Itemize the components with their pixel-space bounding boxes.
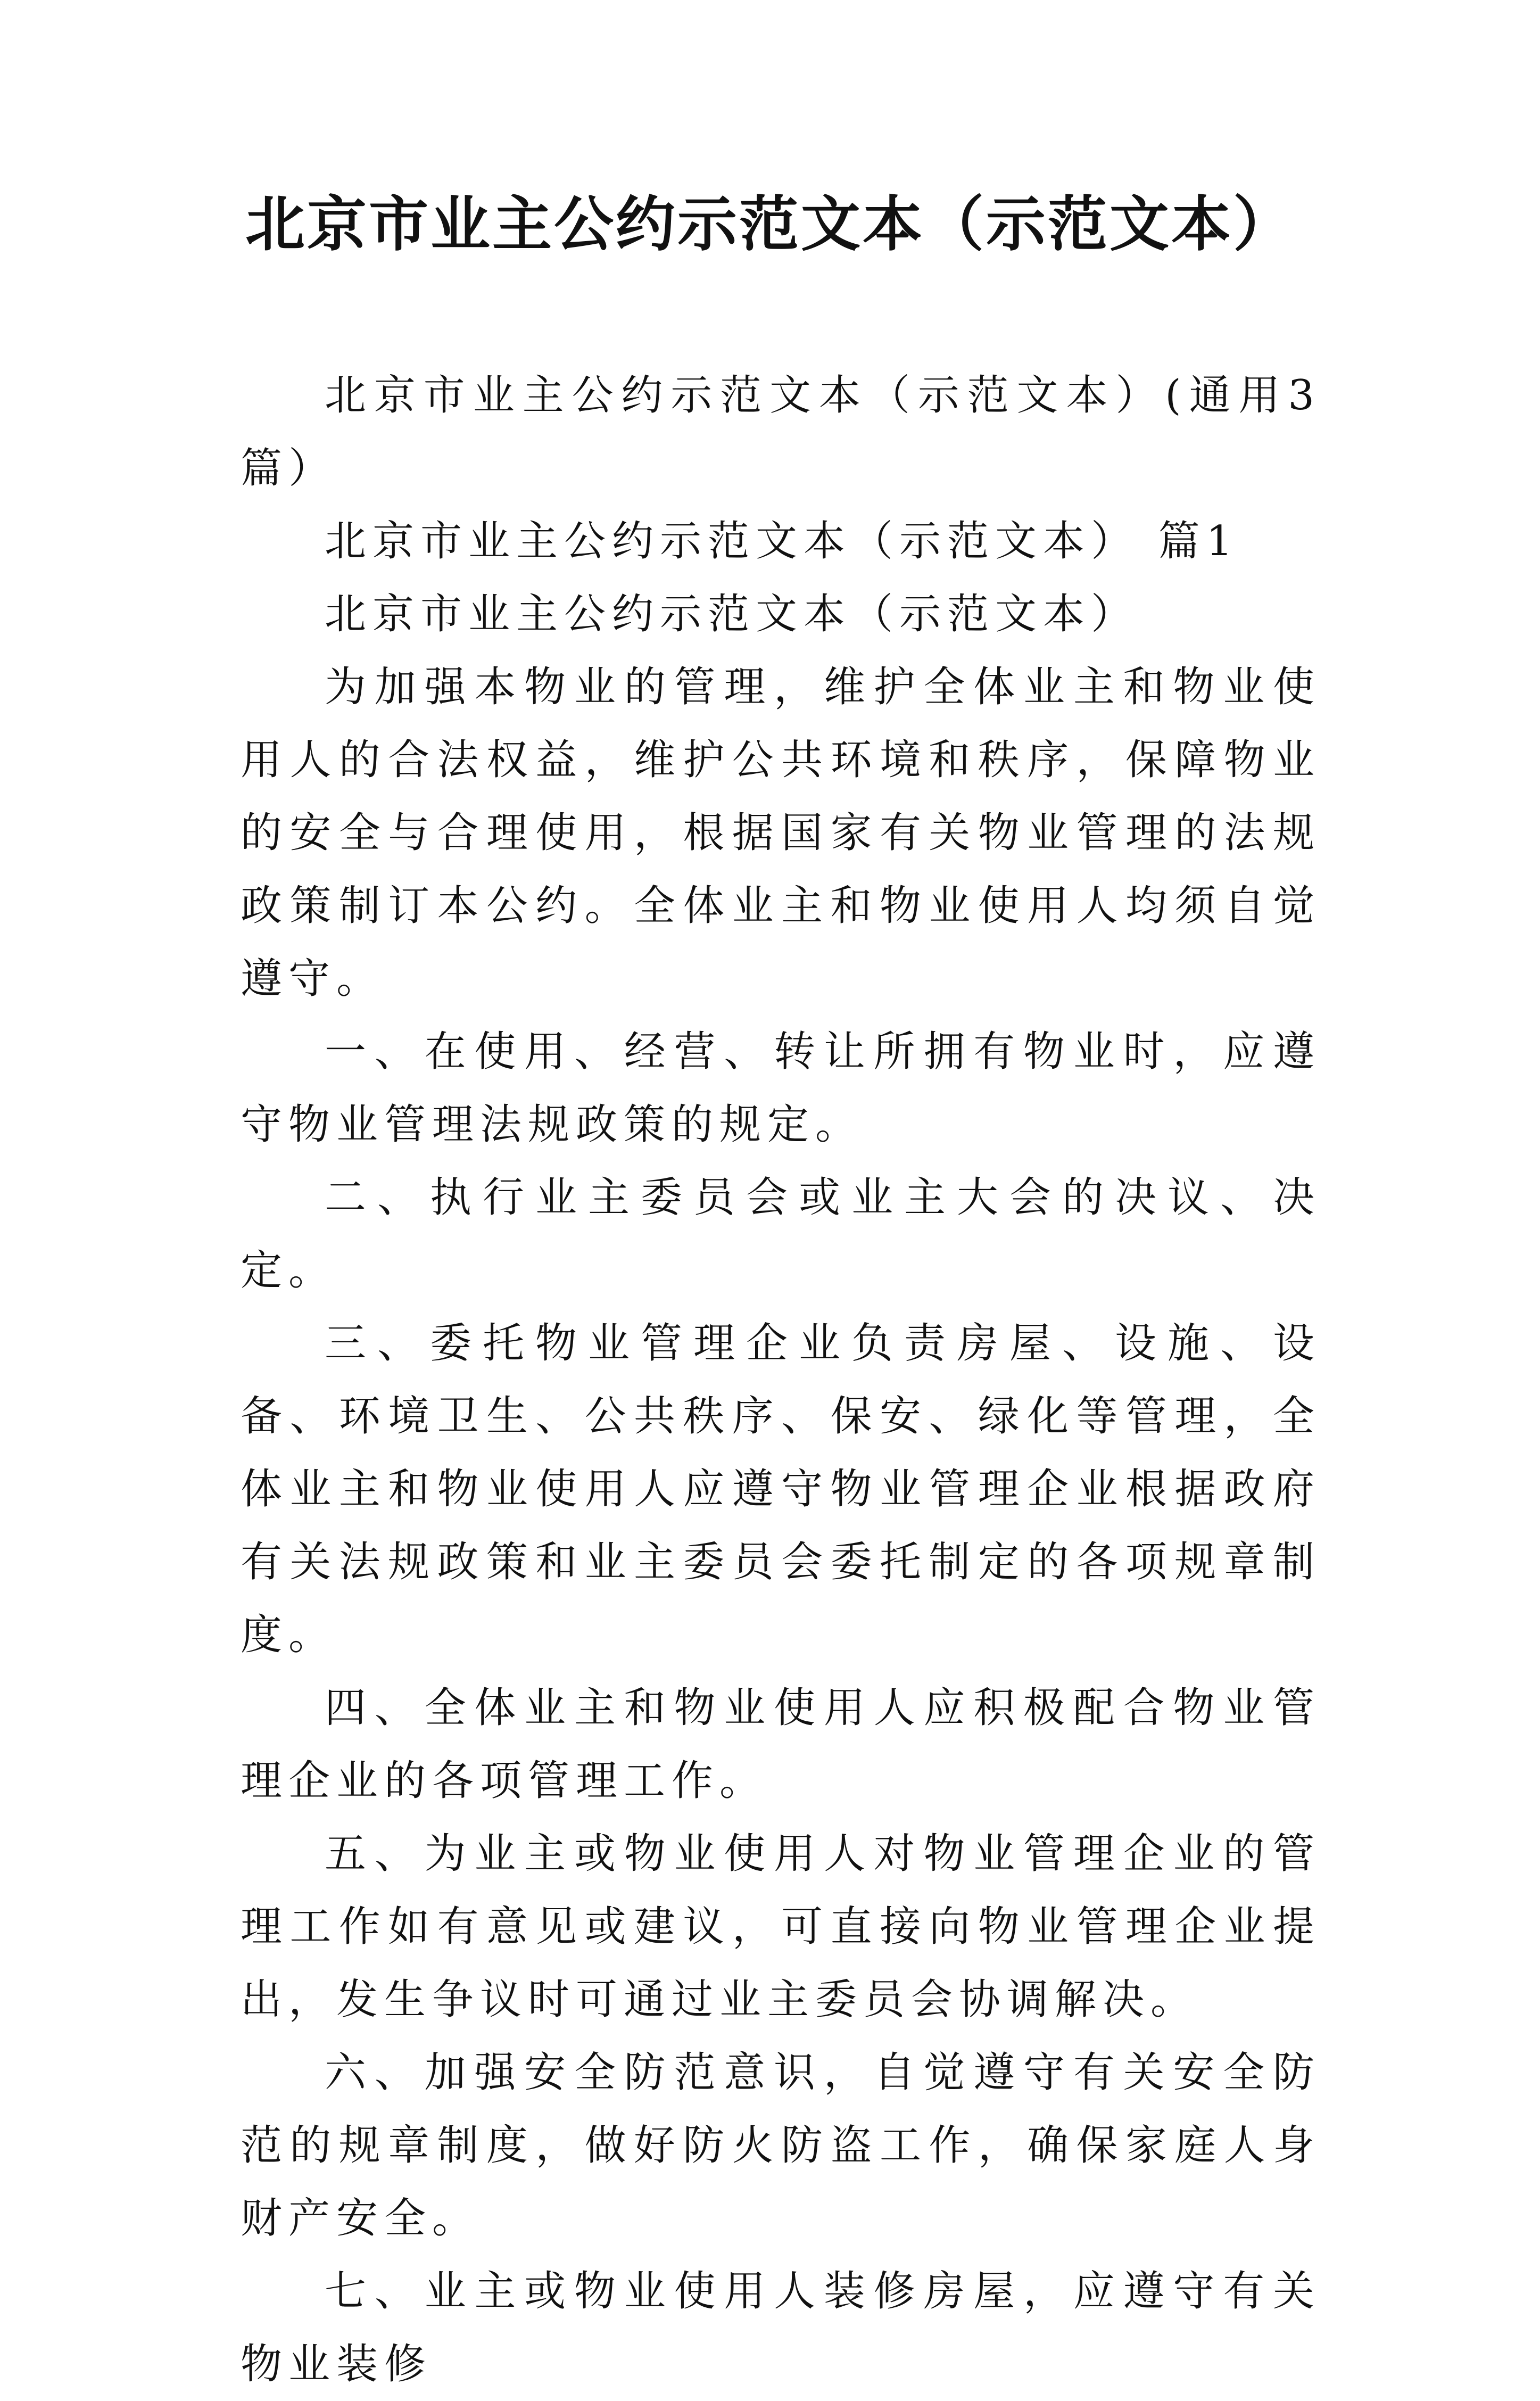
- document-body: [241, 359, 1321, 2401]
- paragraph-section-heading: 北京市业主公约示范文本（示范文本）: [325, 590, 1139, 638]
- document-title: 北京市业主公约示范文本（示范文本）: [245, 189, 1295, 259]
- paragraph-subtitle-collection: 北京市业主公约示范文本（示范文本）(通用3篇）: [241, 372, 1321, 492]
- paragraph-clause-4: 四、全体业主和物业使用人应积极配合物业管理企业的各项管理工作。: [241, 1684, 1321, 1805]
- paragraph-clause-2: 二、执行业主委员会或业主大会的决议、决定。: [241, 1174, 1321, 1294]
- paragraph-subtitle-part-1: 北京市业主公约示范文本（示范文本） 篇1: [325, 517, 1239, 565]
- paragraph-preamble: 为加强本物业的管理，维护全体业主和物业使用人的合法权益，维护公共环境和秩序，保障物业的安全与合理使用，根据国家有关物业管理的法规政策制订本公约。全体业主和物业使用人均须自觉遵守。: [241, 663, 1321, 1003]
- paragraph-clause-1: 一、在使用、经营、转让所拥有物业时，应遵守物业管理法规政策的规定。: [241, 1028, 1321, 1149]
- paragraph-clause-7: 七、业主或物业使用人装修房屋，应遵守有关物业装修: [241, 2267, 1321, 2388]
- paragraph-clause-3: 三、委托物业管理企业负责房屋、设施、设备、环境卫生、公共秩序、保安、绿化等管理，全体业主和物业使用人应遵守物业管理企业根据政府有关法规政策和业主委员会委托制定的各项规章制度。: [241, 1319, 1321, 1659]
- paragraph-clause-5: 五、为业主或物业使用人对物业管理企业的管理工作如有意见或建议，可直接向物业管理企业提出，发生争议时可通过业主委员会协调解决。: [241, 1830, 1321, 2024]
- paragraph-clause-6: 六、加强安全防范意识，自觉遵守有关安全防范的规章制度，做好防火防盗工作，确保家庭人身财产安全。: [241, 2049, 1321, 2242]
